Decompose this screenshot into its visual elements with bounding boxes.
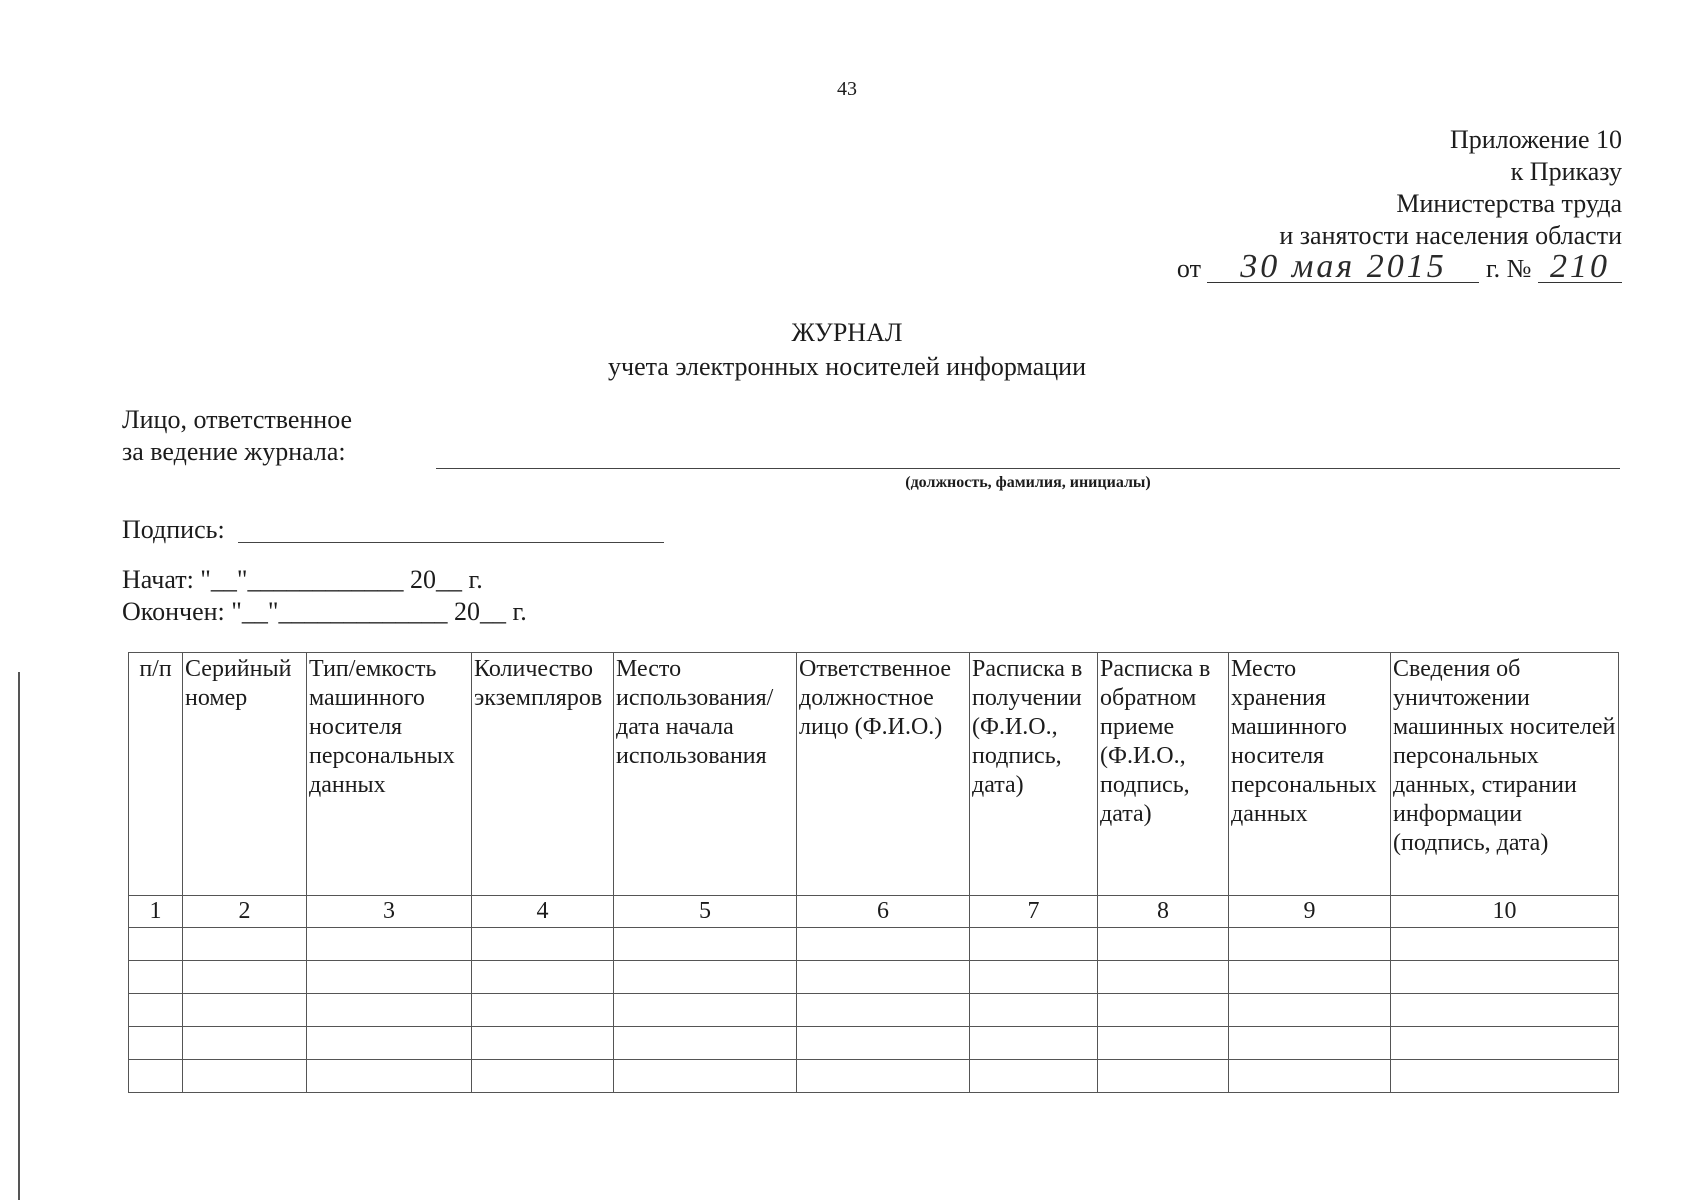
table-cell[interactable] — [1098, 928, 1229, 961]
signature-label: Подпись: — [122, 515, 225, 544]
column-number: 10 — [1391, 896, 1619, 928]
table-cell[interactable] — [129, 1027, 183, 1060]
table-cell[interactable] — [1391, 994, 1619, 1027]
table-cell[interactable] — [1391, 1027, 1619, 1060]
table-cell[interactable] — [183, 994, 307, 1027]
header-cell: п/п — [129, 653, 183, 896]
table-cell[interactable] — [129, 928, 183, 961]
header-cell: Количество экземпляров — [472, 653, 614, 896]
table-cell[interactable] — [307, 1060, 472, 1093]
table-cell[interactable] — [1391, 961, 1619, 994]
responsible-input-line[interactable] — [436, 468, 1620, 469]
table-row — [129, 1027, 1619, 1060]
started-line: Начат: "__"____________ 20__ г. — [122, 565, 483, 594]
table-cell[interactable] — [970, 994, 1098, 1027]
table-cell[interactable] — [970, 1060, 1098, 1093]
table-row — [129, 1060, 1619, 1093]
table-cell[interactable] — [1098, 1027, 1229, 1060]
table-cell[interactable] — [1229, 928, 1391, 961]
header-cell: Сведения об уничтожении машинных носителей персональных данных, стирании информации (подпись, дата) — [1391, 653, 1619, 896]
table-cell[interactable] — [183, 1027, 307, 1060]
signature-input-line[interactable] — [238, 542, 664, 543]
appendix-line-4: и занятости населения области — [1279, 221, 1622, 250]
table-cell[interactable] — [472, 1060, 614, 1093]
table-cell[interactable] — [614, 1060, 797, 1093]
table-cell[interactable] — [307, 994, 472, 1027]
table-cell[interactable] — [1229, 1060, 1391, 1093]
table-row — [129, 961, 1619, 994]
table-cell[interactable] — [129, 1060, 183, 1093]
handwritten-date: 30 мая 2015 — [1207, 252, 1479, 283]
table-cell[interactable] — [129, 961, 183, 994]
appendix-block — [1177, 124, 1622, 285]
header-cell: Расписка в получении (Ф.И.О., подпись, дата) — [970, 653, 1098, 896]
title-subtitle: учета электронных носителей информации — [608, 352, 1086, 381]
journal-table — [128, 652, 1619, 1093]
column-number: 1 — [129, 896, 183, 928]
table-cell[interactable] — [797, 1027, 970, 1060]
responsible-label-line1: Лицо, ответственное — [122, 405, 353, 434]
table-cell[interactable] — [1098, 961, 1229, 994]
table-cell[interactable] — [472, 994, 614, 1027]
year-number-label: г. № — [1485, 254, 1532, 283]
responsible-caption: (должность, фамилия, инициалы) — [905, 474, 1151, 491]
handwritten-number: 210 — [1538, 252, 1622, 283]
table-cell[interactable] — [183, 928, 307, 961]
title-main: ЖУРНАЛ — [791, 318, 903, 347]
header-row — [129, 653, 1619, 896]
column-number: 6 — [797, 896, 970, 928]
header-cell: Ответственное должностное лицо (Ф.И.О.) — [797, 653, 970, 896]
table-cell[interactable] — [1098, 994, 1229, 1027]
appendix-line-2: к Приказу — [1510, 157, 1622, 186]
column-number: 8 — [1098, 896, 1229, 928]
column-number: 5 — [614, 896, 797, 928]
table-cell[interactable] — [797, 1060, 970, 1093]
table-cell[interactable] — [1229, 994, 1391, 1027]
table-cell[interactable] — [970, 928, 1098, 961]
table-cell[interactable] — [307, 961, 472, 994]
table-cell[interactable] — [472, 961, 614, 994]
appendix-line-1: Приложение 10 — [1449, 125, 1622, 154]
column-number: 9 — [1229, 896, 1391, 928]
table-cell[interactable] — [797, 928, 970, 961]
table-cell[interactable] — [1098, 1060, 1229, 1093]
column-number-row — [129, 896, 1619, 928]
column-number: 7 — [970, 896, 1098, 928]
table-cell[interactable] — [307, 1027, 472, 1060]
journal-title — [0, 316, 1694, 384]
column-number: 2 — [183, 896, 307, 928]
table-cell[interactable] — [970, 1027, 1098, 1060]
column-number: 3 — [307, 896, 472, 928]
table-cell[interactable] — [970, 961, 1098, 994]
table-cell[interactable] — [1391, 928, 1619, 961]
column-number: 4 — [472, 896, 614, 928]
page-margin-stroke — [18, 672, 20, 1200]
page-number: 43 — [837, 78, 857, 100]
table-cell[interactable] — [614, 928, 797, 961]
table-cell[interactable] — [183, 961, 307, 994]
table-row — [129, 928, 1619, 961]
finished-line: Окончен: "__"_____________ 20__ г. — [122, 597, 527, 626]
table-cell[interactable] — [614, 994, 797, 1027]
table-cell[interactable] — [183, 1060, 307, 1093]
table-row — [129, 994, 1619, 1027]
header-cell: Место хранения машинного носителя персональных данных — [1229, 653, 1391, 896]
table-cell[interactable] — [1391, 1060, 1619, 1093]
table-cell[interactable] — [614, 1027, 797, 1060]
table-cell[interactable] — [1229, 961, 1391, 994]
table-cell[interactable] — [472, 1027, 614, 1060]
table-cell[interactable] — [307, 928, 472, 961]
table-cell[interactable] — [614, 961, 797, 994]
from-prefix: от — [1176, 254, 1201, 283]
header-cell: Тип/емкость машинного носителя персональных данных — [307, 653, 472, 896]
responsible-label-line2: за ведение журнала: — [122, 437, 346, 466]
order-date-line — [1176, 248, 1622, 285]
table-cell[interactable] — [797, 961, 970, 994]
table-cell[interactable] — [1229, 1027, 1391, 1060]
header-cell: Серийный номер — [183, 653, 307, 896]
table-cell[interactable] — [472, 928, 614, 961]
table-cell[interactable] — [129, 994, 183, 1027]
table-cell[interactable] — [797, 994, 970, 1027]
header-cell: Место использования/ дата начала использования — [614, 653, 797, 896]
appendix-line-3: Министерства труда — [1396, 189, 1622, 218]
header-cell: Расписка в обратном приеме (Ф.И.О., подпись, дата) — [1098, 653, 1229, 896]
